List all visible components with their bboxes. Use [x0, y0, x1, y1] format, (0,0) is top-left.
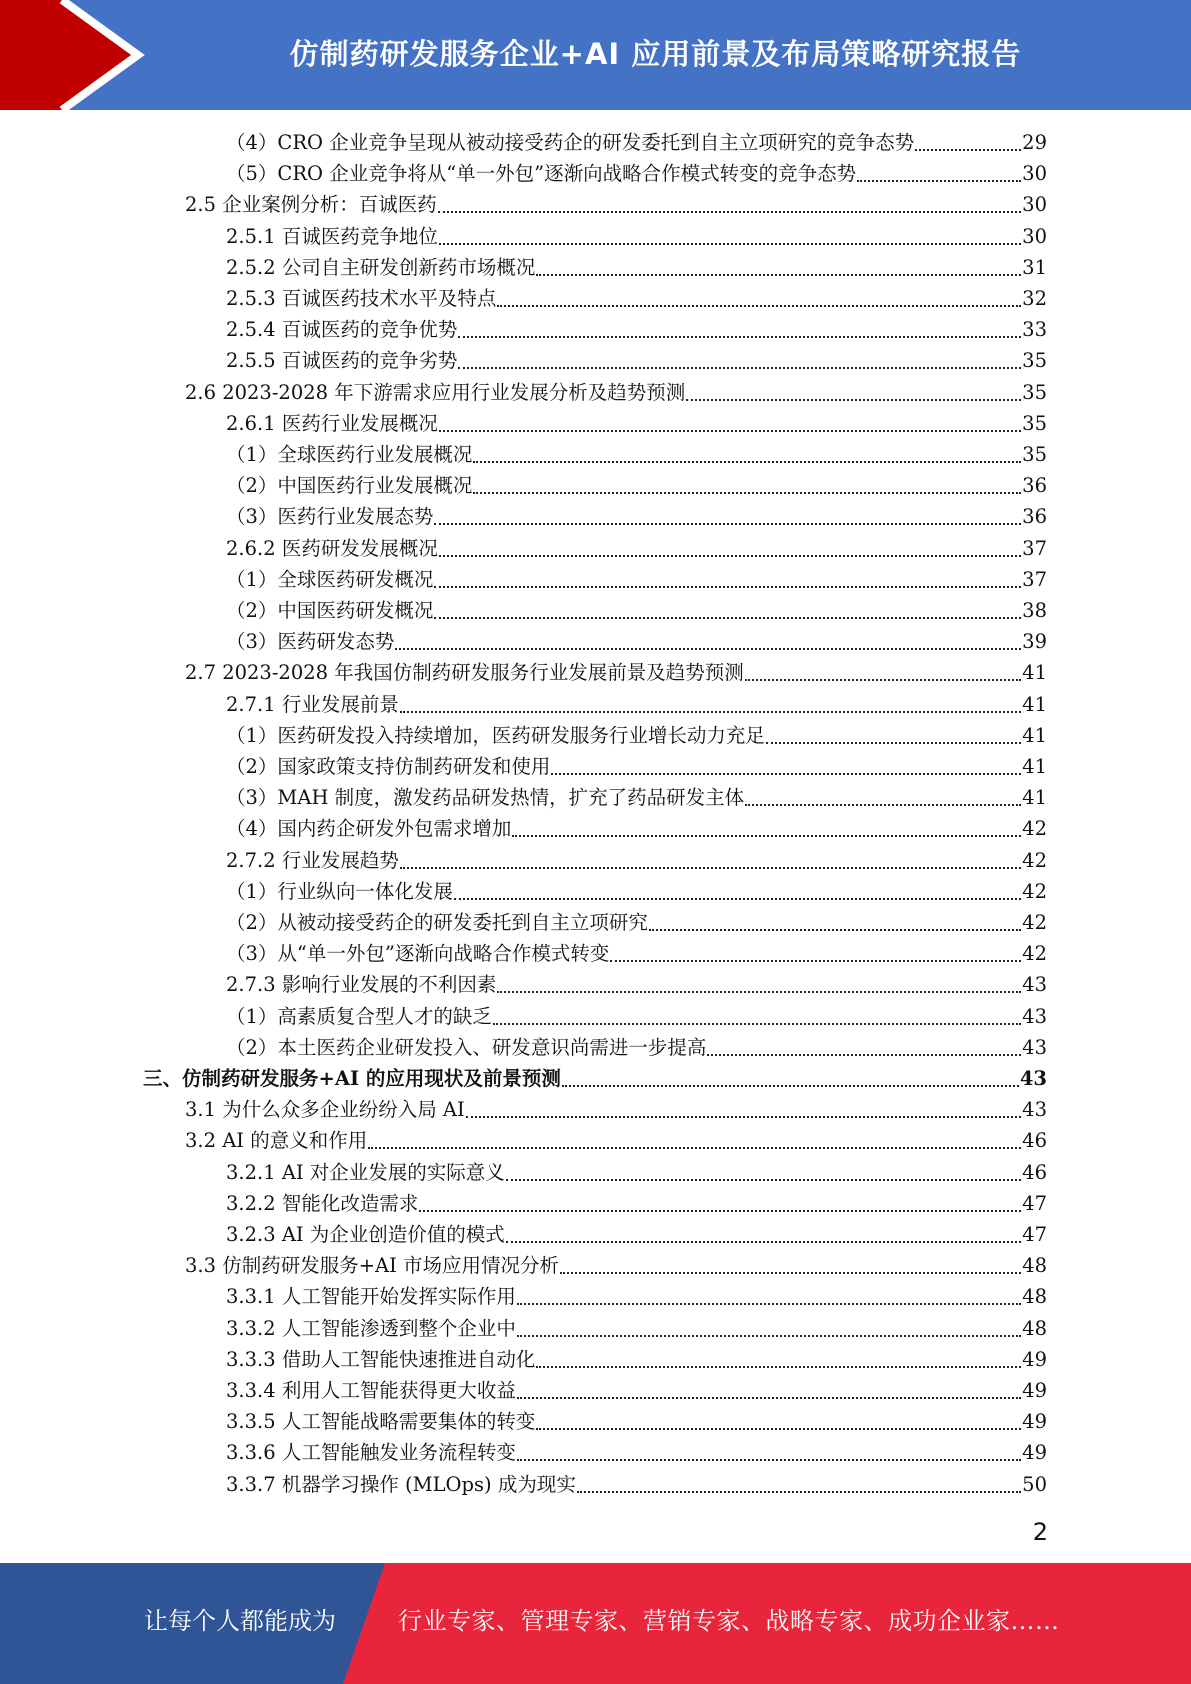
toc-entry-page: 43	[1022, 973, 1047, 997]
toc-entry-label: 2.6.1 医药行业发展概况	[226, 411, 438, 435]
toc-entry-page: 48	[1022, 1285, 1047, 1309]
toc-entry[interactable]	[226, 158, 1047, 189]
toc-entry-page: 42	[1022, 817, 1047, 841]
toc-leader-dots	[434, 523, 1021, 525]
toc-entry-page: 50	[1022, 1472, 1047, 1496]
toc-leader-dots	[610, 960, 1021, 962]
toc-entry-label: 2.7 2023-2028 年我国仿制药研发服务行业发展前景及趋势预测	[185, 661, 744, 685]
toc-entry-page: 31	[1022, 255, 1047, 279]
toc-entry-page: 36	[1022, 505, 1047, 529]
toc-entry-page: 41	[1022, 786, 1047, 810]
page-footer	[0, 1563, 1191, 1684]
toc-entry[interactable]	[226, 1344, 1047, 1375]
toc-entry-label: 3.2 AI 的意义和作用	[185, 1129, 368, 1153]
toc-entry[interactable]	[226, 1219, 1047, 1250]
toc-leader-dots	[395, 648, 1021, 650]
toc-entry-page: 41	[1022, 692, 1047, 716]
toc-leader-dots	[438, 211, 1021, 213]
toc-entry[interactable]	[226, 1188, 1047, 1219]
toc-leader-dots	[577, 1491, 1021, 1493]
toc-entry[interactable]	[185, 377, 1047, 408]
toc-entry[interactable]	[226, 782, 1047, 813]
toc-entry-label: （2）中国医药行业发展概况	[226, 474, 473, 498]
toc-entry-page: 47	[1022, 1223, 1047, 1246]
toc-entry-label: （1）行业纵向一体化发展	[226, 879, 453, 903]
toc-entry-label: 2.7.1 行业发展前景	[226, 692, 399, 716]
toc-entry-page: 42	[1022, 879, 1047, 903]
toc-entry-page: 48	[1022, 1316, 1047, 1340]
toc-entry[interactable]	[226, 938, 1047, 969]
toc-entry[interactable]	[226, 564, 1047, 595]
toc-entry[interactable]	[226, 1157, 1047, 1188]
toc-entry-page: 48	[1022, 1254, 1047, 1278]
toc-leader-dots	[517, 1335, 1021, 1337]
toc-leader-dots	[400, 867, 1021, 869]
toc-entry[interactable]	[185, 189, 1047, 220]
toc-entry-page: 30	[1022, 162, 1047, 186]
toc-entry[interactable]	[226, 813, 1047, 844]
toc-entry-page: 38	[1022, 599, 1047, 622]
toc-entry[interactable]	[226, 907, 1047, 938]
toc-leader-dots	[368, 1147, 1021, 1149]
toc-entry-page: 49	[1022, 1441, 1047, 1465]
toc-leader-dots	[562, 1085, 1019, 1087]
toc-entry-page: 39	[1022, 630, 1047, 654]
toc-entry-page: 33	[1022, 318, 1047, 342]
toc-entry[interactable]	[226, 720, 1047, 751]
toc-entry-label: （2）从被动接受药企的研发委托到自主立项研究	[226, 911, 648, 934]
toc-entry[interactable]	[226, 533, 1047, 564]
toc-entry[interactable]	[226, 1469, 1047, 1500]
toc-leader-dots	[497, 305, 1021, 307]
toc-entry-label: 3.3.1 人工智能开始发挥实际作用	[226, 1285, 516, 1309]
toc-entry-label: （3）MAH 制度，激发药品研发热情，扩充了药品研发主体	[226, 786, 745, 810]
toc-entry-label: 2.7.2 行业发展趋势	[226, 848, 399, 872]
toc-entry-label: （5）CRO 企业竞争将从“单一外包”逐渐向战略合作模式转变的竞争态势	[226, 162, 857, 186]
toc-entry-page: 30	[1022, 224, 1047, 248]
toc-entry-label: 3.3.4 利用人工智能获得更大收益	[226, 1379, 516, 1402]
toc-entry-page: 43	[1022, 1004, 1047, 1028]
toc-leader-dots	[551, 773, 1021, 775]
toc-leader-dots	[560, 1272, 1021, 1274]
toc-leader-dots	[439, 243, 1021, 245]
toc-entry[interactable]	[226, 314, 1047, 345]
toc-entry[interactable]	[226, 626, 1047, 657]
toc-entry-page: 36	[1022, 474, 1047, 498]
toc-entry[interactable]	[226, 845, 1047, 876]
toc-leader-dots	[454, 898, 1021, 900]
toc-leader-dots	[506, 1179, 1021, 1181]
toc-entry[interactable]	[185, 1250, 1047, 1281]
toc-leader-dots	[517, 1459, 1021, 1461]
toc-entry-label: （4）国内药企研发外包需求增加	[226, 817, 512, 841]
toc-entry-label: 3.3.5 人工智能战略需要集体的转变	[226, 1410, 536, 1434]
toc-entry[interactable]	[226, 1281, 1047, 1312]
toc-entry-page: 35	[1022, 349, 1047, 373]
toc-entry-page: 32	[1022, 287, 1047, 310]
toc-entry-label: 3.2.3 AI 为企业创造价值的模式	[226, 1223, 505, 1246]
toc-entry-label: （3）医药研发态势	[226, 630, 395, 654]
toc-leader-dots	[466, 1116, 1021, 1118]
toc-leader-dots	[497, 991, 1021, 993]
toc-leader-dots	[419, 1210, 1021, 1212]
toc-entry-label: 3.3 仿制药研发服务+AI 市场应用情况分析	[185, 1254, 560, 1278]
page-number: 2	[1032, 1518, 1048, 1546]
toc-entry-page: 43	[1022, 1035, 1047, 1059]
toc-entry-label: 3.3.6 人工智能触发业务流程转变	[226, 1441, 516, 1465]
toc-leader-dots	[493, 1023, 1021, 1025]
toc-leader-dots	[439, 555, 1021, 557]
toc-leader-dots	[434, 586, 1021, 588]
toc-entry-label: 2.6 2023-2028 年下游需求应用行业发展分析及趋势预测	[185, 380, 686, 404]
toc-entry-label: （1）高素质复合型人才的缺乏	[226, 1004, 492, 1028]
toc-entry-label: （1）全球医药研发概况	[226, 567, 434, 591]
toc-leader-dots	[473, 461, 1021, 463]
toc-entry-label: 2.5.2 公司自主研发创新药市场概况	[226, 255, 536, 279]
toc-entry[interactable]	[185, 1094, 1047, 1125]
toc-entry-label: （2）国家政策支持仿制药研发和使用	[226, 755, 551, 778]
toc-entry-page: 47	[1022, 1191, 1047, 1215]
toc-leader-dots	[536, 274, 1021, 276]
toc-entry-label: 2.5.1 百诚医药竞争地位	[226, 224, 438, 248]
toc-entry-page: 42	[1022, 848, 1047, 872]
toc-entry-page: 42	[1022, 911, 1047, 934]
toc-entry-label: 3.3.7 机器学习操作 (MLOps) 成为现实	[226, 1472, 576, 1496]
toc-entry-page: 37	[1022, 536, 1047, 560]
toc-entry-page: 42	[1022, 942, 1047, 966]
toc-entry[interactable]	[226, 501, 1047, 532]
toc-leader-dots	[439, 430, 1021, 432]
toc-entry-page: 46	[1022, 1160, 1047, 1184]
toc-entry-page: 29	[1022, 131, 1047, 154]
toc-leader-dots	[517, 1397, 1021, 1399]
toc-entry[interactable]	[226, 1375, 1047, 1406]
toc-entry-label: 3.3.3 借助人工智能快速推进自动化	[226, 1347, 536, 1371]
toc-entry[interactable]	[226, 595, 1047, 626]
toc-leader-dots	[458, 367, 1021, 369]
toc-entry-page: 37	[1022, 567, 1047, 591]
toc-entry-label: 3.2.2 智能化改造需求	[226, 1191, 419, 1215]
toc-entry-page: 35	[1022, 380, 1047, 404]
toc-entry[interactable]	[226, 751, 1047, 782]
toc-entry-label: （3）从“单一外包”逐渐向战略合作模式转变	[226, 942, 610, 966]
toc-leader-dots	[745, 804, 1021, 806]
toc-entry-label: 2.5.4 百诚医药的竞争优势	[226, 318, 458, 342]
toc-entry[interactable]	[226, 221, 1047, 252]
toc-entry[interactable]	[226, 127, 1047, 158]
toc-entry-page: 41	[1022, 661, 1047, 685]
toc-entry-label: 三、仿制药研发服务+AI 的应用现状及前景预测	[143, 1067, 561, 1090]
toc-entry-page: 41	[1022, 755, 1047, 778]
toc-entry-page: 46	[1022, 1129, 1047, 1153]
toc-entry[interactable]	[226, 470, 1047, 501]
toc-entry-label: （3）医药行业发展态势	[226, 505, 434, 529]
toc-leader-dots	[458, 336, 1021, 338]
toc-entry-page: 41	[1022, 723, 1047, 747]
toc-entry[interactable]	[226, 252, 1047, 283]
toc-entry-label: 2.5.3 百诚医药技术水平及特点	[226, 287, 497, 310]
toc-leader-dots	[915, 149, 1021, 151]
toc-entry[interactable]	[226, 283, 1047, 314]
toc-leader-dots	[536, 1366, 1021, 1368]
toc-entry[interactable]	[185, 657, 1047, 688]
footer-slogan-left: 让每个人都能成为	[144, 1607, 336, 1635]
toc-leader-dots	[400, 711, 1021, 713]
toc-leader-dots	[512, 835, 1021, 837]
toc-entry[interactable]	[226, 689, 1047, 720]
toc-leader-dots	[517, 1303, 1021, 1305]
toc-entry-page: 43	[1019, 1067, 1047, 1090]
toc-leader-dots	[745, 679, 1021, 681]
toc-entry-label: （1）医药研发投入持续增加，医药研发服务行业增长动力充足	[226, 723, 765, 747]
toc-entry-page: 35	[1022, 411, 1047, 435]
toc-leader-dots	[649, 929, 1021, 931]
toc-leader-dots	[506, 1241, 1021, 1243]
toc-entry-label: （4）CRO 企业竞争呈现从被动接受药企的研发委托到自主立项研究的竞争态势	[226, 131, 915, 154]
toc-entry-label: （2）本土医药企业研发投入、研发意识尚需进一步提高	[226, 1035, 707, 1059]
toc-entry-label: （1）全球医药行业发展概况	[226, 443, 473, 466]
toc-entry-label: 2.6.2 医药研发发展概况	[226, 536, 438, 560]
toc-entry-page: 49	[1022, 1410, 1047, 1434]
toc-leader-dots	[473, 492, 1021, 494]
toc-entry-label: 2.7.3 影响行业发展的不利因素	[226, 973, 497, 997]
toc-leader-dots	[434, 617, 1021, 619]
toc-entry-label: 3.1 为什么众多企业纷纷入局 AI	[185, 1098, 465, 1122]
toc-entry-page: 30	[1022, 193, 1047, 217]
toc-entry[interactable]	[226, 439, 1047, 470]
toc-entry[interactable]	[226, 876, 1047, 907]
report-header	[0, 0, 1191, 110]
toc-entry-page: 43	[1022, 1098, 1047, 1122]
toc-entry[interactable]	[226, 1001, 1047, 1032]
toc-entry[interactable]	[226, 1437, 1047, 1468]
toc-entry[interactable]	[226, 1032, 1047, 1063]
toc-entry[interactable]	[226, 408, 1047, 439]
toc-entry-page: 49	[1022, 1347, 1047, 1371]
toc-entry-label: 3.2.1 AI 对企业发展的实际意义	[226, 1160, 505, 1184]
toc-entry-label: 2.5.5 百诚医药的竞争劣势	[226, 349, 458, 373]
toc-entry-label: 3.3.2 人工智能渗透到整个企业中	[226, 1316, 516, 1340]
toc-leader-dots	[857, 180, 1021, 182]
toc-entry[interactable]	[143, 1063, 1047, 1094]
toc-entry[interactable]	[226, 1313, 1047, 1344]
toc-leader-dots	[686, 399, 1021, 401]
toc-entry[interactable]	[185, 1125, 1047, 1156]
toc-entry[interactable]	[226, 969, 1047, 1000]
toc-entry-label: 2.5 企业案例分析：百诚医药	[185, 193, 437, 217]
toc-entry-page: 49	[1022, 1379, 1047, 1402]
toc-entry[interactable]	[226, 345, 1047, 376]
toc-entry-page: 35	[1022, 443, 1047, 466]
toc-leader-dots	[536, 1428, 1021, 1430]
toc-leader-dots	[707, 1054, 1021, 1056]
toc-leader-dots	[766, 742, 1021, 744]
report-title: 仿制药研发服务企业+AI 应用前景及布局策略研究报告	[289, 37, 1022, 71]
toc-entry[interactable]	[226, 1406, 1047, 1437]
footer-slogan-right: 行业专家、管理专家、营销专家、战略专家、成功企业家……	[398, 1607, 1060, 1635]
toc-entry-label: （2）中国医药研发概况	[226, 599, 434, 622]
